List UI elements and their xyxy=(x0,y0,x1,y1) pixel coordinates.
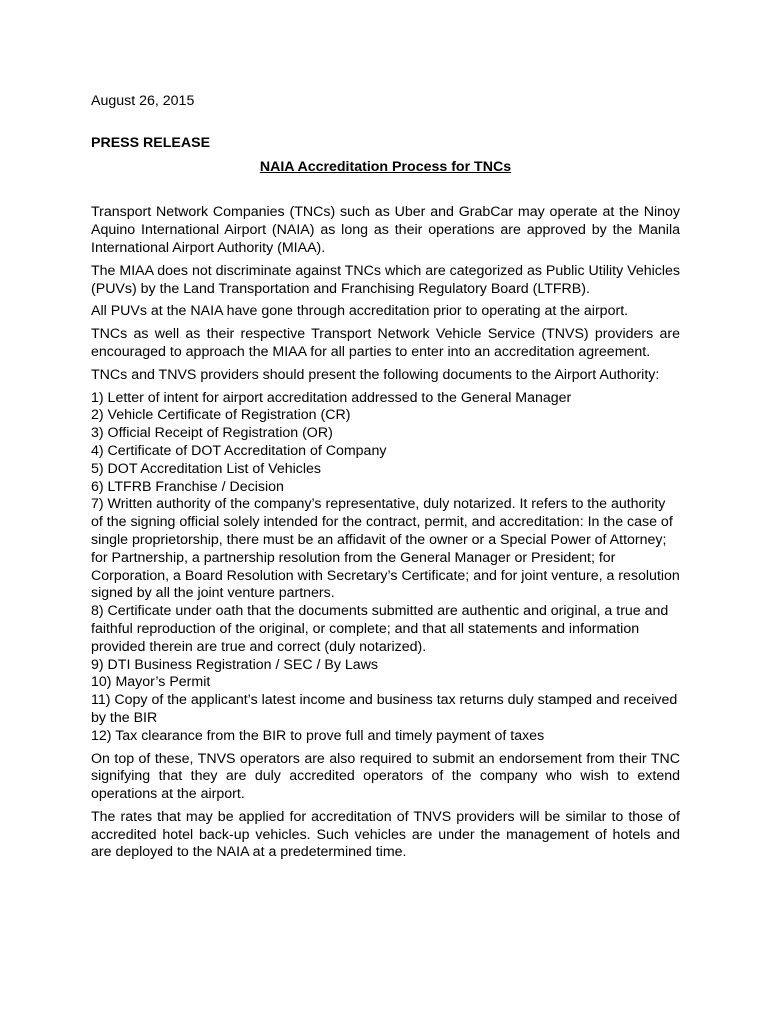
paragraph-puv-accreditation: All PUVs at the NAIA have gone through accreditation prior to operating at the airport. xyxy=(91,303,629,320)
list-item: 12) Tax clearance from the BIR to prove full and timely payment of taxes xyxy=(91,727,545,744)
paragraph-documents-intro: TNCs and TNVS providers should present the following documents to the Airport Authority: xyxy=(91,366,660,383)
list-item: 8) Certificate under oath that the documents submitted are authentic and original, a true and faithful reproduction of the original, or complete; and that all statements and information provided therein are true and correct (duly notarized). xyxy=(91,603,669,655)
list-item: 9) DTI Business Registration / SEC / By Laws xyxy=(91,656,379,673)
requirements-list xyxy=(91,390,680,746)
release-date: August 26, 2015 xyxy=(91,93,195,109)
list-item: 6) LTFRB Franchise / Decision xyxy=(91,478,284,495)
list-item: 4) Certificate of DOT Accreditation of Company xyxy=(91,442,387,459)
list-item: 11) Copy of the applicant’s latest income and business tax returns duly stamped and received by the BIR xyxy=(91,692,678,726)
press-release-page xyxy=(91,93,680,862)
list-item: 1) Letter of intent for airport accreditation addressed to the General Manager xyxy=(91,389,572,406)
paragraph-intro: Transport Network Companies (TNCs) such as Uber and GrabCar may operate at the Ninoy Aquino International Airport (NAIA) as long as their operations are approved by the Manila International Airport Authority (MIAA). xyxy=(91,204,680,256)
paragraph-endorsement: On top of these, TNVS operators are also required to submit an endorsement from their TNC signifying that they are duly accredited operators of the company who wish to extend operations at the airport. xyxy=(91,750,680,803)
list-item: 2) Vehicle Certificate of Registration (CR) xyxy=(91,407,351,424)
paragraph-rates: The rates that may be applied for accreditation of TNVS providers will be similar to those of accredited hotel back-up vehicles. Such vehicles are under the management of hotels and are deployed to the NAIA at a predetermined time. xyxy=(91,808,680,861)
list-item: 5) DOT Accreditation List of Vehicles xyxy=(91,460,321,477)
document-title: NAIA Accreditation Process for TNCs xyxy=(259,158,512,175)
list-item: 3) Official Receipt of Registration (OR) xyxy=(91,425,333,442)
list-item: 7) Written authority of the company’s representative, duly notarized. It refers to the authority of the signing official solely intended for the contract, permit, and accreditation: In the case of single proprietorship, there must be an affidavit of the owner or a Special Power of Attorney; for Partnership, a partnership resolution from the General Manager or President; for Corporation, a Board Resolution with Secretary’s Certificate; and for joint venture, a resolution signed by all the joint venture partners. xyxy=(91,496,680,602)
press-release-label: PRESS RELEASE xyxy=(91,134,211,151)
paragraph-tnvs-encouraged: TNCs as well as their respective Transport Network Vehicle Service (TNVS) providers are encouraged to approach the MIAA for all parties to enter into an accreditation agreement. xyxy=(91,326,680,360)
paragraph-miaa-policy: The MIAA does not discriminate against TNCs which are categorized as Public Utility Vehicles (PUVs) by the Land Transportation and Franchising Regulatory Board (LTFRB). xyxy=(91,262,680,297)
list-item: 10) Mayor’s Permit xyxy=(91,674,211,691)
